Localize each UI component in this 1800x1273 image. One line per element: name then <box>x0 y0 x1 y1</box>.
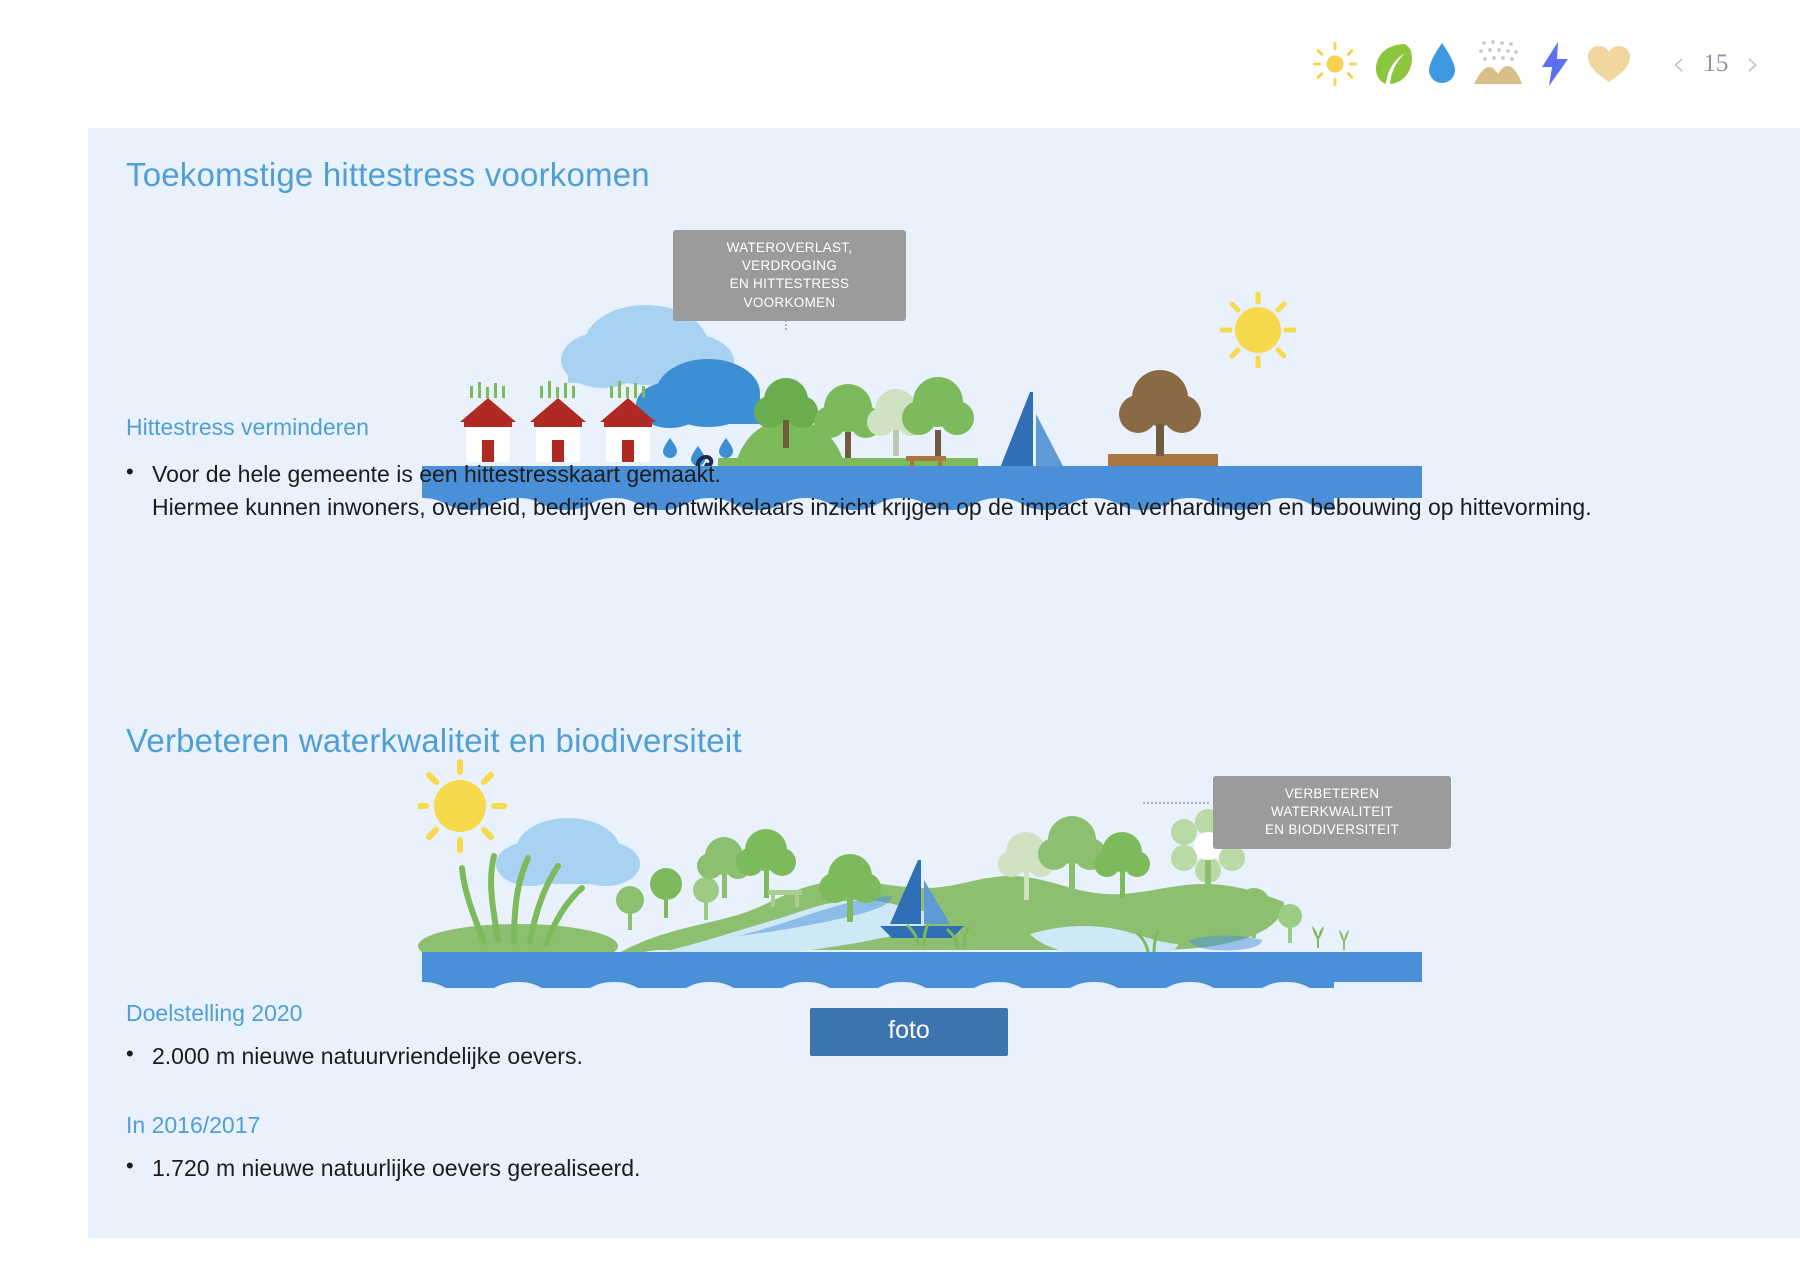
bullet-marker: • <box>126 1041 134 1066</box>
callout-waterbeheer <box>673 230 906 321</box>
section1-subtitle: Hittestress verminderen <box>126 414 369 440</box>
prev-page-button[interactable]: ‹ <box>1671 44 1686 84</box>
callout2-line2: EN BIODIVERSITEIT <box>1264 822 1400 838</box>
bullet-text: 1.720 m nieuwe natuurlijke oevers gerealiseerd. <box>152 1155 641 1181</box>
lightning-bolt-icon <box>1538 40 1572 88</box>
section1-title: Toekomstige hittestress voorkomen <box>126 156 650 193</box>
slide-body <box>88 128 1800 1238</box>
bullet-marker: • <box>126 1153 134 1178</box>
section2-title: Verbeteren waterkwaliteit en biodiversiteit <box>126 722 742 759</box>
bullet-text: 2.000 m nieuwe natuurvriendelijke oevers. <box>152 1043 583 1069</box>
page-number: 15 <box>1703 50 1729 77</box>
next-page-button[interactable]: › <box>1746 44 1760 84</box>
water-drop-icon <box>1426 40 1458 88</box>
foto-button[interactable]: foto <box>810 1008 1008 1056</box>
callout1-line2: EN HITTESTRESS VOORKOMEN <box>729 276 850 310</box>
theme-icon-strip <box>1312 38 1632 90</box>
heart-icon <box>1586 42 1632 86</box>
section2-bullet-2 <box>126 1152 640 1185</box>
pagination <box>1671 44 1760 84</box>
section2-subtitle-realisatie: In 2016/2017 <box>126 1112 261 1138</box>
section1-bullet-1 <box>126 458 1746 525</box>
section2-bullet-1 <box>126 1040 583 1073</box>
bullet-marker: • <box>126 459 134 484</box>
top-toolbar <box>0 0 1800 128</box>
section2-subtitle-doelstelling: Doelstelling 2020 <box>126 1000 303 1026</box>
callout2-leader <box>1143 802 1209 804</box>
leaf-icon <box>1372 40 1412 88</box>
callout2-line1: VERBETEREN WATERKWALITEIT <box>1270 786 1394 820</box>
callout-waterkwaliteit <box>1213 776 1451 849</box>
callout1-line1: WATEROVERLAST, VERDROGING <box>726 240 853 274</box>
bullet-text <box>152 458 1592 525</box>
rain-cloud-icon <box>1472 38 1524 90</box>
sun-icon <box>1312 41 1358 87</box>
bullet-line-2: Hiermee kunnen inwoners, overheid, bedrijven en ontwikkelaars inzicht krijgen op de impact van verhardingen en bebouwing op hittevorming. <box>152 494 1592 521</box>
bullet-line-1: Voor de hele gemeente is een hittestresskaart gemaakt. <box>152 461 721 487</box>
